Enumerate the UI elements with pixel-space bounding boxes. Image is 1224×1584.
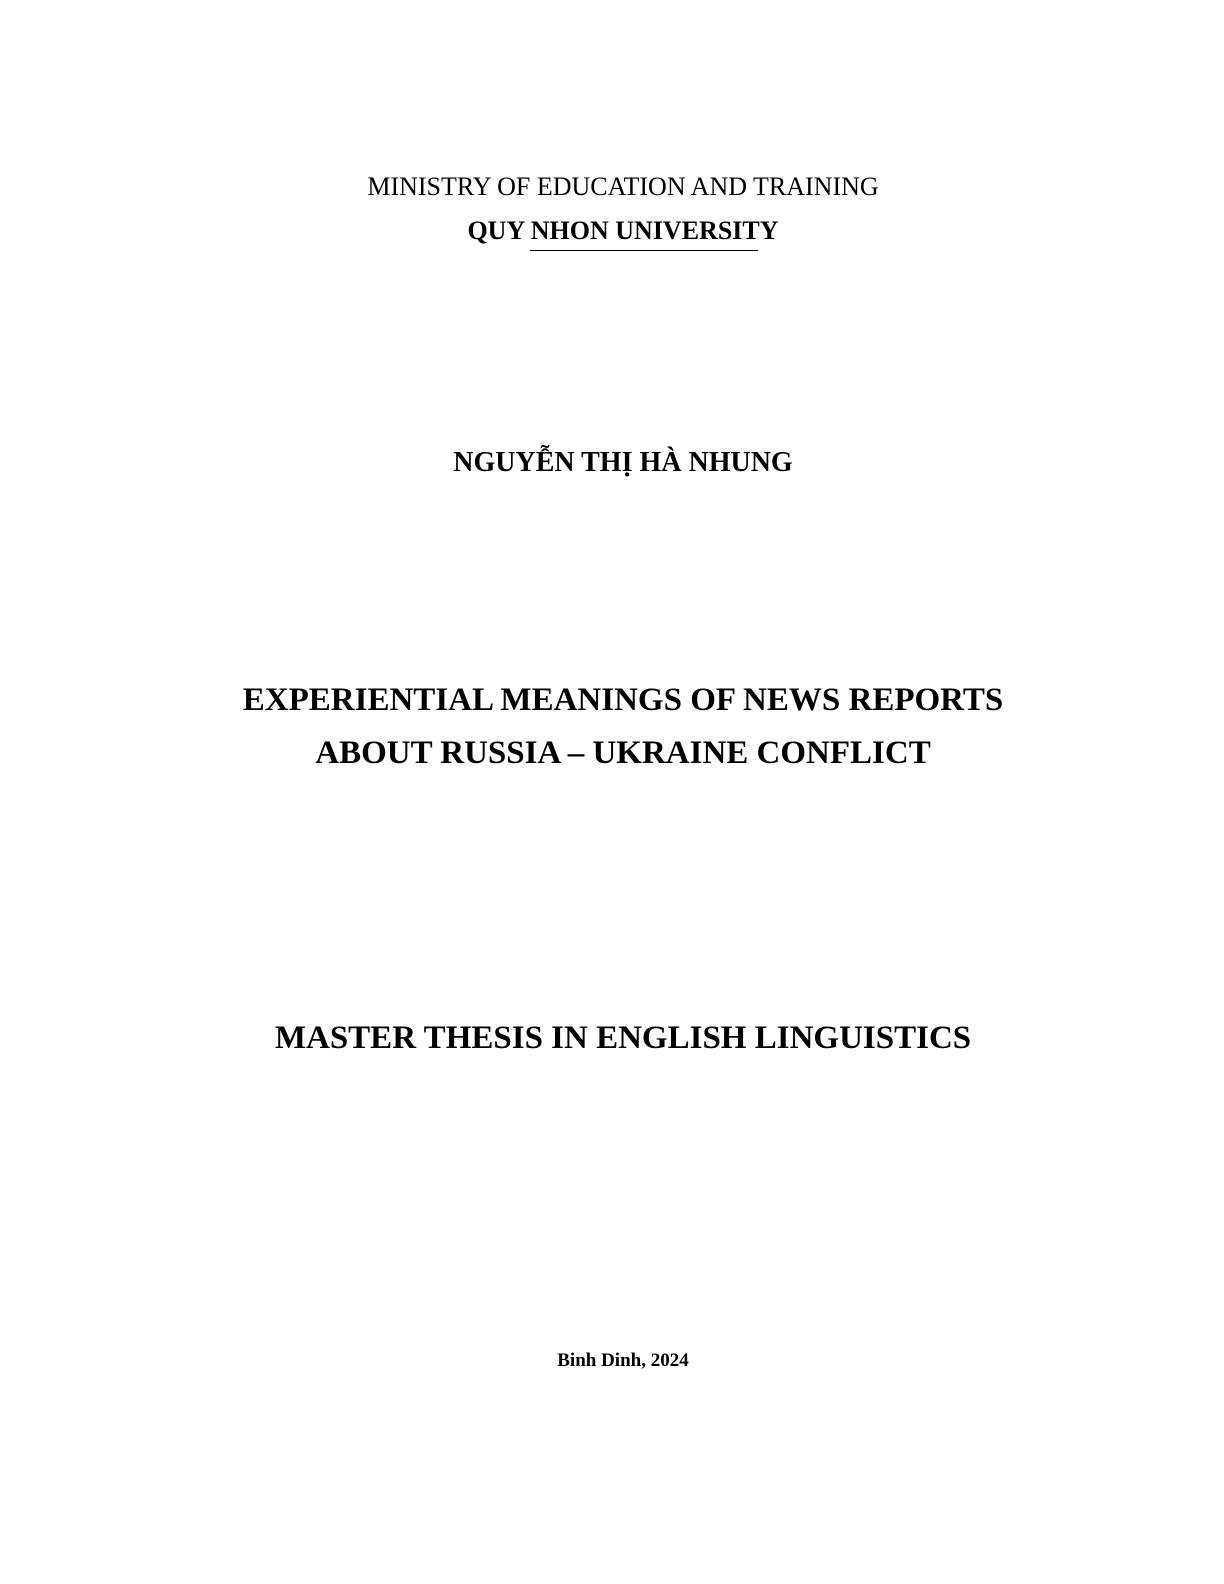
thesis-title-line-1: EXPERIENTIAL MEANINGS OF NEWS REPORTS	[242, 682, 1004, 718]
place-and-date: Binh Dinh, 2024	[557, 1350, 689, 1371]
ministry-name: MINISTRY OF EDUCATION AND TRAINING	[367, 172, 879, 201]
author-name: NGUYỄN THỊ HÀ NHUNG	[453, 447, 793, 478]
university-name: QUY NHON UNIVERSITY	[467, 216, 779, 245]
header-divider	[530, 250, 758, 251]
degree-statement: MASTER THESIS IN ENGLISH LINGUISTICS	[274, 1020, 972, 1056]
thesis-title-line-2: ABOUT RUSSIA – UKRAINE CONFLICT	[315, 735, 931, 771]
